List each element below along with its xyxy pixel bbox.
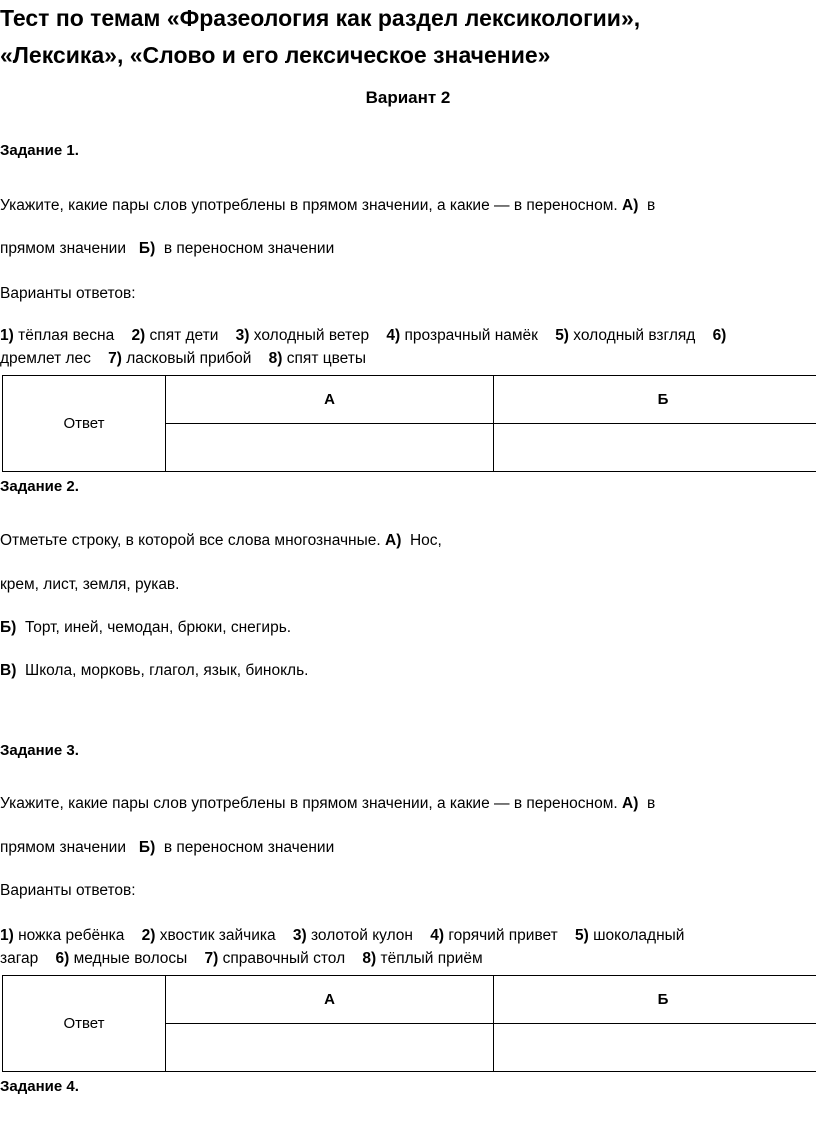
task3-opt-a-label: А) [622, 795, 639, 812]
item-text: справочный стол [222, 950, 346, 967]
item-text: ножка ребёнка [18, 927, 125, 944]
task2-heading: Задание 2. [0, 478, 79, 495]
task3-heading: Задание 3. [0, 742, 79, 759]
item-text: ласковый прибой [126, 350, 252, 367]
task2-question [0, 532, 442, 550]
item-text: тёплый приём [380, 950, 483, 967]
item-text: спят дети [149, 327, 219, 344]
item-text: холодный взгляд [573, 327, 696, 344]
task1-options-line [0, 240, 334, 258]
task3-variants-label: Варианты ответов: [0, 882, 136, 899]
title-line-1: Тест по темам «Фразеология как раздел лексикологии», [0, 5, 641, 31]
item-text: шоколадный [593, 927, 685, 944]
item-text: спят цветы [286, 350, 367, 367]
item-num: 8) [362, 950, 377, 967]
task2-opt-c-label: В) [0, 662, 17, 679]
item-num: 6) [55, 950, 70, 967]
task3-opt-b-label: Б) [138, 839, 156, 856]
task1-items-line-2 [0, 350, 366, 368]
task1-question [0, 197, 655, 215]
item-text: горячий привет [448, 927, 558, 944]
answer-a-cell[interactable] [166, 424, 494, 472]
task2-opt-b-label: Б) [0, 619, 17, 636]
task3-options-line [0, 839, 334, 857]
column-b-header: Б [494, 976, 816, 1024]
item-num: 4) [386, 327, 401, 344]
task1-opt-a-text-1: в [647, 197, 656, 214]
task2-opt-a-label: А) [385, 532, 402, 549]
task2-opt-a-text-2: крем, лист, земля, рукав. [0, 576, 180, 593]
item-num: 4) [430, 927, 444, 944]
task1-variants-label: Варианты ответов: [0, 285, 136, 302]
task3-items-line-2 [0, 950, 483, 968]
page-title [0, 3, 640, 33]
item-text: прозрачный намёк [404, 327, 538, 344]
task1-answer-table [2, 375, 816, 472]
task1-heading: Задание 1. [0, 142, 79, 159]
answer-b-cell[interactable] [494, 424, 816, 472]
task1-opt-b-label: Б) [138, 240, 156, 257]
task2-question-text: Отметьте строку, в которой все слова многозначные. [0, 532, 381, 549]
task3-answer-table [2, 975, 816, 1072]
item-text: загар [0, 950, 39, 967]
task3-question-text: Укажите, какие пары слов употреблены в прямом значении, а какие — в переносном. [0, 795, 618, 812]
answer-label-cell: Ответ [3, 376, 166, 472]
item-num: 3) [235, 327, 250, 344]
item-num: 8) [268, 350, 283, 367]
item-text: холодный ветер [253, 327, 370, 344]
task4-heading: Задание 4. [0, 1078, 79, 1095]
item-num: 6) [712, 327, 727, 344]
task3-opt-b-text: в переносном значении [163, 839, 335, 856]
title-line-2: «Лексика», «Слово и его лексическое значение» [0, 42, 551, 68]
item-text: золотой кулон [310, 927, 413, 944]
task2-option-b [0, 619, 291, 637]
item-text: тёплая весна [18, 327, 115, 344]
item-num: 7) [108, 350, 122, 367]
task2-opt-c-text: Школа, морковь, глагол, язык, бинокль. [24, 662, 309, 679]
task3-question [0, 795, 655, 813]
item-text: дремлет лес [0, 350, 91, 367]
task1-opt-a-label: А) [622, 197, 639, 214]
task2-opt-b-text: Торт, иней, чемодан, брюки, снегирь. [24, 619, 292, 636]
item-num: 2) [131, 327, 146, 344]
answer-label-cell: Ответ [3, 976, 166, 1072]
task3-opt-a-text-1: в [647, 795, 656, 812]
item-num: 1) [0, 927, 14, 944]
item-num: 5) [555, 327, 569, 344]
answer-a-cell[interactable] [166, 1024, 494, 1072]
item-text: медные волосы [73, 950, 188, 967]
task1-items-line-1 [0, 327, 726, 345]
item-num: 7) [204, 950, 219, 967]
task1-opt-b-text: в переносном значении [163, 240, 335, 257]
item-num: 2) [141, 927, 156, 944]
page-title-line-2 [0, 40, 550, 70]
column-a-header: А [166, 976, 494, 1024]
column-a-header: А [166, 376, 494, 424]
task1-question-text: Укажите, какие пары слов употреблены в прямом значении, а какие — в переносном. [0, 197, 618, 214]
item-num: 1) [0, 327, 14, 344]
task1-opt-a-text-2: прямом значении [0, 240, 126, 257]
task3-opt-a-text-2: прямом значении [0, 839, 126, 856]
task3-items-line-1 [0, 927, 684, 945]
item-num: 3) [292, 927, 307, 944]
column-b-header: Б [494, 376, 816, 424]
answer-b-cell[interactable] [494, 1024, 816, 1072]
item-text: хвостик зайчика [159, 927, 276, 944]
task2-option-c [0, 662, 308, 680]
task2-opt-a-text-1: Нос, [409, 532, 442, 549]
item-num: 5) [574, 927, 589, 944]
variant-heading: Вариант 2 [365, 88, 451, 107]
